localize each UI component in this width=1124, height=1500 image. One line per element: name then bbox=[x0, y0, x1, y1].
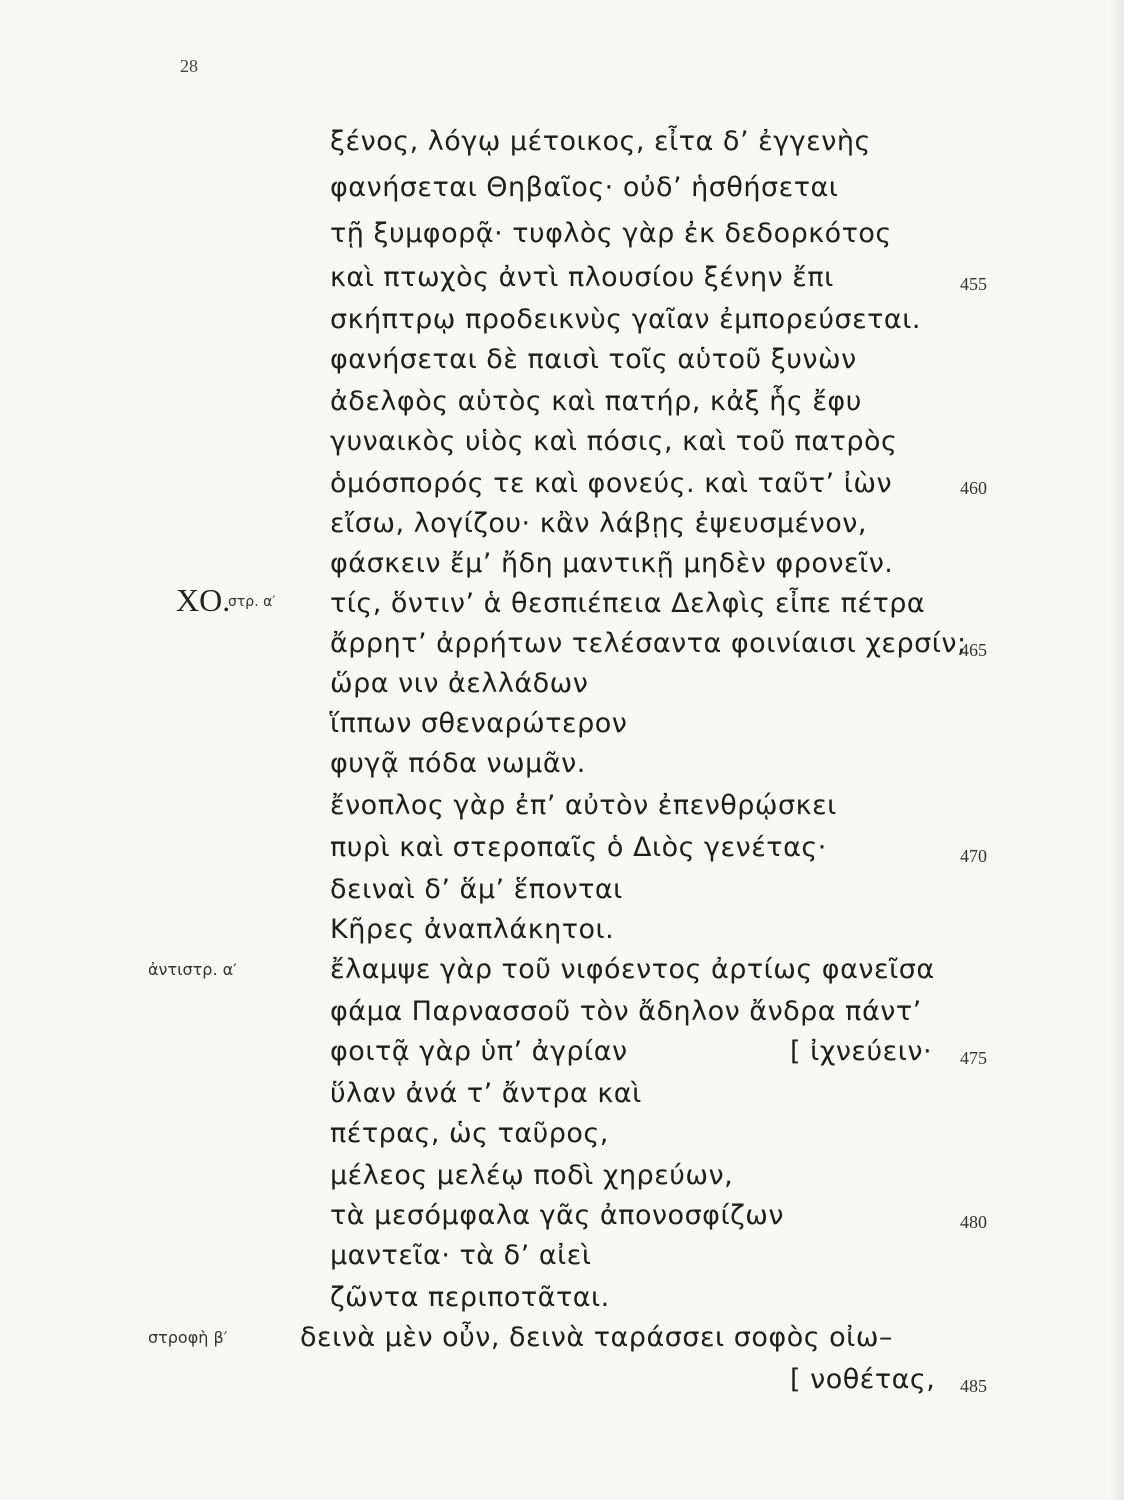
line-number: 470 bbox=[960, 846, 987, 866]
line-number: 475 bbox=[960, 1048, 987, 1068]
verse-line: ἀδελφὸς αὑτὸς καὶ πατήρ, κἀξ ἧς ἔφυ bbox=[330, 386, 862, 417]
strophe-label: στρ. α′ bbox=[228, 594, 276, 610]
verse-line: μέλεος μελέῳ ποδὶ χηρεύων, bbox=[330, 1160, 734, 1191]
verse-line: δειναὶ δ’ ἅμ’ ἕπονται bbox=[330, 874, 623, 905]
verse-line: ἔνοπλος γὰρ ἐπ’ αὐτὸν ἐπενθρῴσκει bbox=[330, 790, 837, 821]
verse-line: φοιτᾷ γὰρ ὑπ’ ἀγρίαν bbox=[330, 1036, 628, 1067]
verse-line: δεινὰ μὲν οὖν, δεινὰ ταράσσει σοφὸς οἰω– bbox=[300, 1322, 893, 1353]
verse-line: τὰ μεσόμφαλα γᾶς ἀπονοσφίζων bbox=[330, 1200, 785, 1231]
verse-line: καὶ πτωχὸς ἀντὶ πλουσίου ξένην ἔπι bbox=[330, 262, 834, 293]
page-edge-shadow bbox=[1108, 0, 1124, 1500]
speaker-chorus: XO. bbox=[176, 582, 231, 618]
verse-line: τίς, ὅντιν’ ἁ θεσπιέπεια Δελφὶς εἶπε πέτρα bbox=[330, 588, 926, 619]
verse-line: φάσκειν ἔμ’ ἤδη μαντικῇ μηδὲν φρονεῖν. bbox=[330, 548, 894, 579]
verse-line: φανήσεται δὲ παισὶ τοῖς αὑτοῦ ξυνὼν bbox=[330, 344, 857, 375]
verse-line: γυναικὸς υἱὸς καὶ πόσις, καὶ τοῦ πατρὸς bbox=[330, 426, 898, 457]
line-number: 480 bbox=[960, 1212, 987, 1232]
antistrophe-label: ἀντιστρ. α′ bbox=[148, 960, 237, 979]
verse-line: ἔλαμψε γὰρ τοῦ νιφόεντος ἀρτίως φανεῖσα bbox=[330, 954, 935, 985]
verse-line: ζῶντα περιποτᾶται. bbox=[330, 1282, 610, 1313]
strophe-b-label: στροφὴ β′ bbox=[148, 1328, 228, 1347]
verse-line: τῇ ξυμφορᾷ· τυφλὸς γὰρ ἐκ δεδορκότος bbox=[330, 218, 892, 249]
verse-line-overflow: [ ἰχνεύειν· bbox=[790, 1036, 933, 1067]
verse-line: Κῆρες ἀναπλάκητοι. bbox=[330, 914, 615, 945]
verse-line: ἄρρητ’ ἀρρήτων τελέσαντα φοινίαισι χερσίν; bbox=[330, 628, 967, 659]
verse-line: φανήσεται Θηβαῖος· οὐδ’ ἡσθήσεται bbox=[330, 172, 839, 203]
verse-line: πέτρας, ὡς ταῦρος, bbox=[330, 1118, 609, 1149]
verse-line: πυρὶ καὶ στεροπαῖς ὁ Διὸς γενέτας· bbox=[330, 832, 827, 863]
page-number: 28 bbox=[180, 56, 198, 76]
verse-line-overflow: [ νοθέτας, bbox=[790, 1364, 936, 1395]
verse-line: φάμα Παρνασσοῦ τὸν ἄδηλον ἄνδρα πάντ’ bbox=[330, 996, 922, 1027]
line-number: 455 bbox=[960, 274, 987, 294]
verse-line: ὥρα νιν ἀελλάδων bbox=[330, 668, 589, 699]
verse-line: ὁμόσπορός τε καὶ φονεύς. καὶ ταῦτ’ ἰὼν bbox=[330, 468, 893, 499]
verse-line: μαντεῖα· τὰ δ’ αἰεὶ bbox=[330, 1240, 592, 1271]
verse-line: ξένος, λόγῳ μέτοικος, εἶτα δ’ ἐγγενὴς bbox=[330, 126, 871, 157]
verse-line: ἵππων σθεναρώτερον bbox=[330, 708, 628, 739]
verse-line: σκήπτρῳ προδεικνὺς γαῖαν ἐμπορεύσεται. bbox=[330, 304, 921, 335]
line-number: 465 bbox=[960, 640, 987, 660]
verse-line: εἴσω, λογίζου· κἂν λάβῃς ἐψευσμένον, bbox=[330, 508, 867, 539]
verse-line: φυγᾷ πόδα νωμᾶν. bbox=[330, 748, 586, 779]
verse-line: ὕλαν ἀνά τ’ ἄντρα καὶ bbox=[330, 1078, 642, 1109]
line-number: 460 bbox=[960, 478, 987, 498]
line-number: 485 bbox=[960, 1376, 987, 1396]
